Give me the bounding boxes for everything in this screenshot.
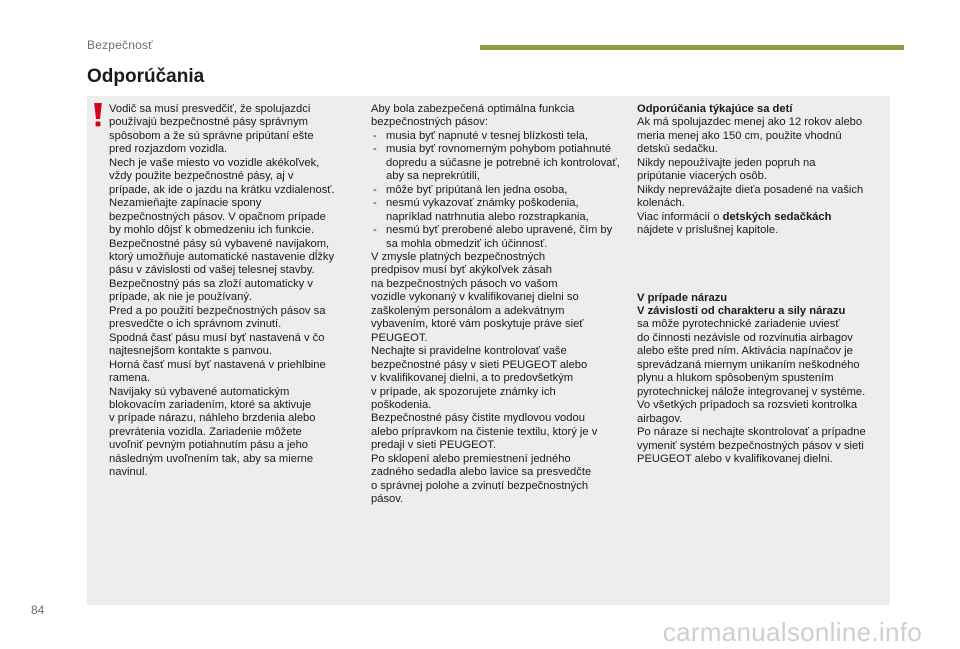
- page-number: 84: [31, 603, 45, 617]
- page-title: Odporúčania: [87, 66, 205, 87]
- requirements-list: [371, 130, 623, 251]
- list-item: - nesmú vykazovať známky poškodenia, napríklad natrhnutia alebo rozstrapkania,: [371, 197, 623, 224]
- exclamation-mark-icon: [92, 103, 104, 127]
- impact-heading: V prípade nárazu: [637, 291, 728, 304]
- impact-section: [637, 292, 887, 467]
- list-item: - nesmú byť prerobené alebo upravené, čím by sa mohla obmedziť ich účinnosť.: [371, 224, 623, 251]
- more-info-prefix: Viac informácií o: [637, 210, 723, 223]
- more-info-suffix: nájdete v príslušnej kapitole.: [637, 224, 779, 237]
- maintenance-text: V zmysle platných bezpečnostných predpisov musí byť akýkoľvek zásah na bezpečnostných pásoch vo vašom vozidle vykonaný v kvalifikovanej dielni so zaškoleným personálom a adekvátnym vybavením, ktoré vám poskytuje práve sieť PEUGEOT. Nechajte si pravidelne kontrolovať vaše bezpečnostné pásy v sieti PEUGEOT alebo v kvalifikovanej dielni, a to predovšetkým v prípade, ak spozorujete známky ich poškodenia. Bezpečnostné pásy čistite mydlovou vodou alebo prípravkom na čistenie textilu, ktorý je v predaji v sieti PEUGEOT. Po sklopení alebo premiestnení jedného zadného sedadla alebo lavice sa presvedčte o správnej polohe a zvinutí bezpečnostných pásov.: [371, 250, 598, 506]
- seat-belt-warning-text: Vodič sa musí presvedčiť, že spolujazdci používajú bezpečnostné pásy správnym spôsobom a že sú správne pripútaní ešte pred rozjazdom vozidla. Nech je vaše miesto vo vozidle akékoľvek, vždy použite bezpečnostné pásy, aj v prípade, ak ide o jazdu na krátku vzdialenosť. Nezamieňajte zapínacie spony bezpečnostných pásov. V opačnom prípade by mohlo dôjsť k obmedzeniu ich funkcie. Bezpečnostné pásy sú vybavené navijakom, ktorý umožňuje automatické nastavenie dĺžky pásu v závislosti od vašej telesnej stavby. Bezpečnostný pás sa zloží automaticky v prípade, ak nie je používaný. Pred a po použití bezpečnostných pásov sa presvedčte o ich správnom zvinutí. Spodná časť pásu musí byť nastavená v čo najtesnejšom kontakte s panvou. Horná časť musí byť nastavená v priehlbine ramena. Navijaky sú vybavené automatickým blokovacím zariadením, ktoré sa aktivuje v prípade nárazu, náhleho brzdenia alebo prevrátenia vozidla. Zariadenie môžete uvoľniť pevným potiahnutím pásu a jeho následným uvoľnením tak, aby sa mierne navinul.: [109, 103, 335, 479]
- list-item: - môže byť pripútaná len jedna osoba,: [371, 184, 623, 197]
- optimal-function-intro: Aby bola zabezpečená optimálna funkcia bezpečnostných pásov:: [371, 103, 575, 129]
- impact-text: sa môže pyrotechnické zariadenie uviesť do činnosti nezávisle od rozvinutia airbagov alebo ešte pred ním. Aktivácia napínačov je sprevádzaná miernym unikaním neškodného plynu a hlukom spôsobeným spustením pyrotechnickej nálože integrovanej v systéme. Vo všetkých prípadoch sa rozsvieti kontrolka airbagov. Po náraze si nechajte skontrolovať a prípadne vymeniť systém bezpečnostných pásov v sieti PEUGEOT alebo v kvalifikovanej dielni.: [637, 318, 866, 465]
- section-label: Bezpečnosť: [87, 38, 153, 52]
- list-item: - musia byť rovnomerným pohybom potiahnuté dopredu a súčasne je potrebné ich kontrolovať, aby sa neprekrútili,: [371, 143, 623, 183]
- list-item: - musia byť napnuté v tesnej blízkosti tela,: [371, 130, 623, 143]
- header-accent-bar: [480, 45, 904, 50]
- impact-subheading: V závislosti od charakteru a sily nárazu: [637, 304, 846, 317]
- child-seats-reference: detských sedačkách: [722, 210, 832, 223]
- more-info-text: [637, 211, 887, 224]
- children-heading: Odporúčania týkajúce sa detí: [637, 103, 793, 115]
- watermark: carmanualsonline.info: [662, 617, 922, 647]
- column-warnings: [109, 103, 359, 480]
- column-children-and-impact: [637, 103, 887, 466]
- children-text: Ak má spolujazdec menej ako 12 rokov alebo meria menej ako 150 cm, použite vhodnú detskú sedačku. Nikdy nepoužívajte jeden popruh na pripútanie viacerých osôb. Nikdy neprevážajte dieťa posadené na vašich kolenách.: [637, 116, 864, 210]
- column-seat-belt-care: [371, 103, 623, 507]
